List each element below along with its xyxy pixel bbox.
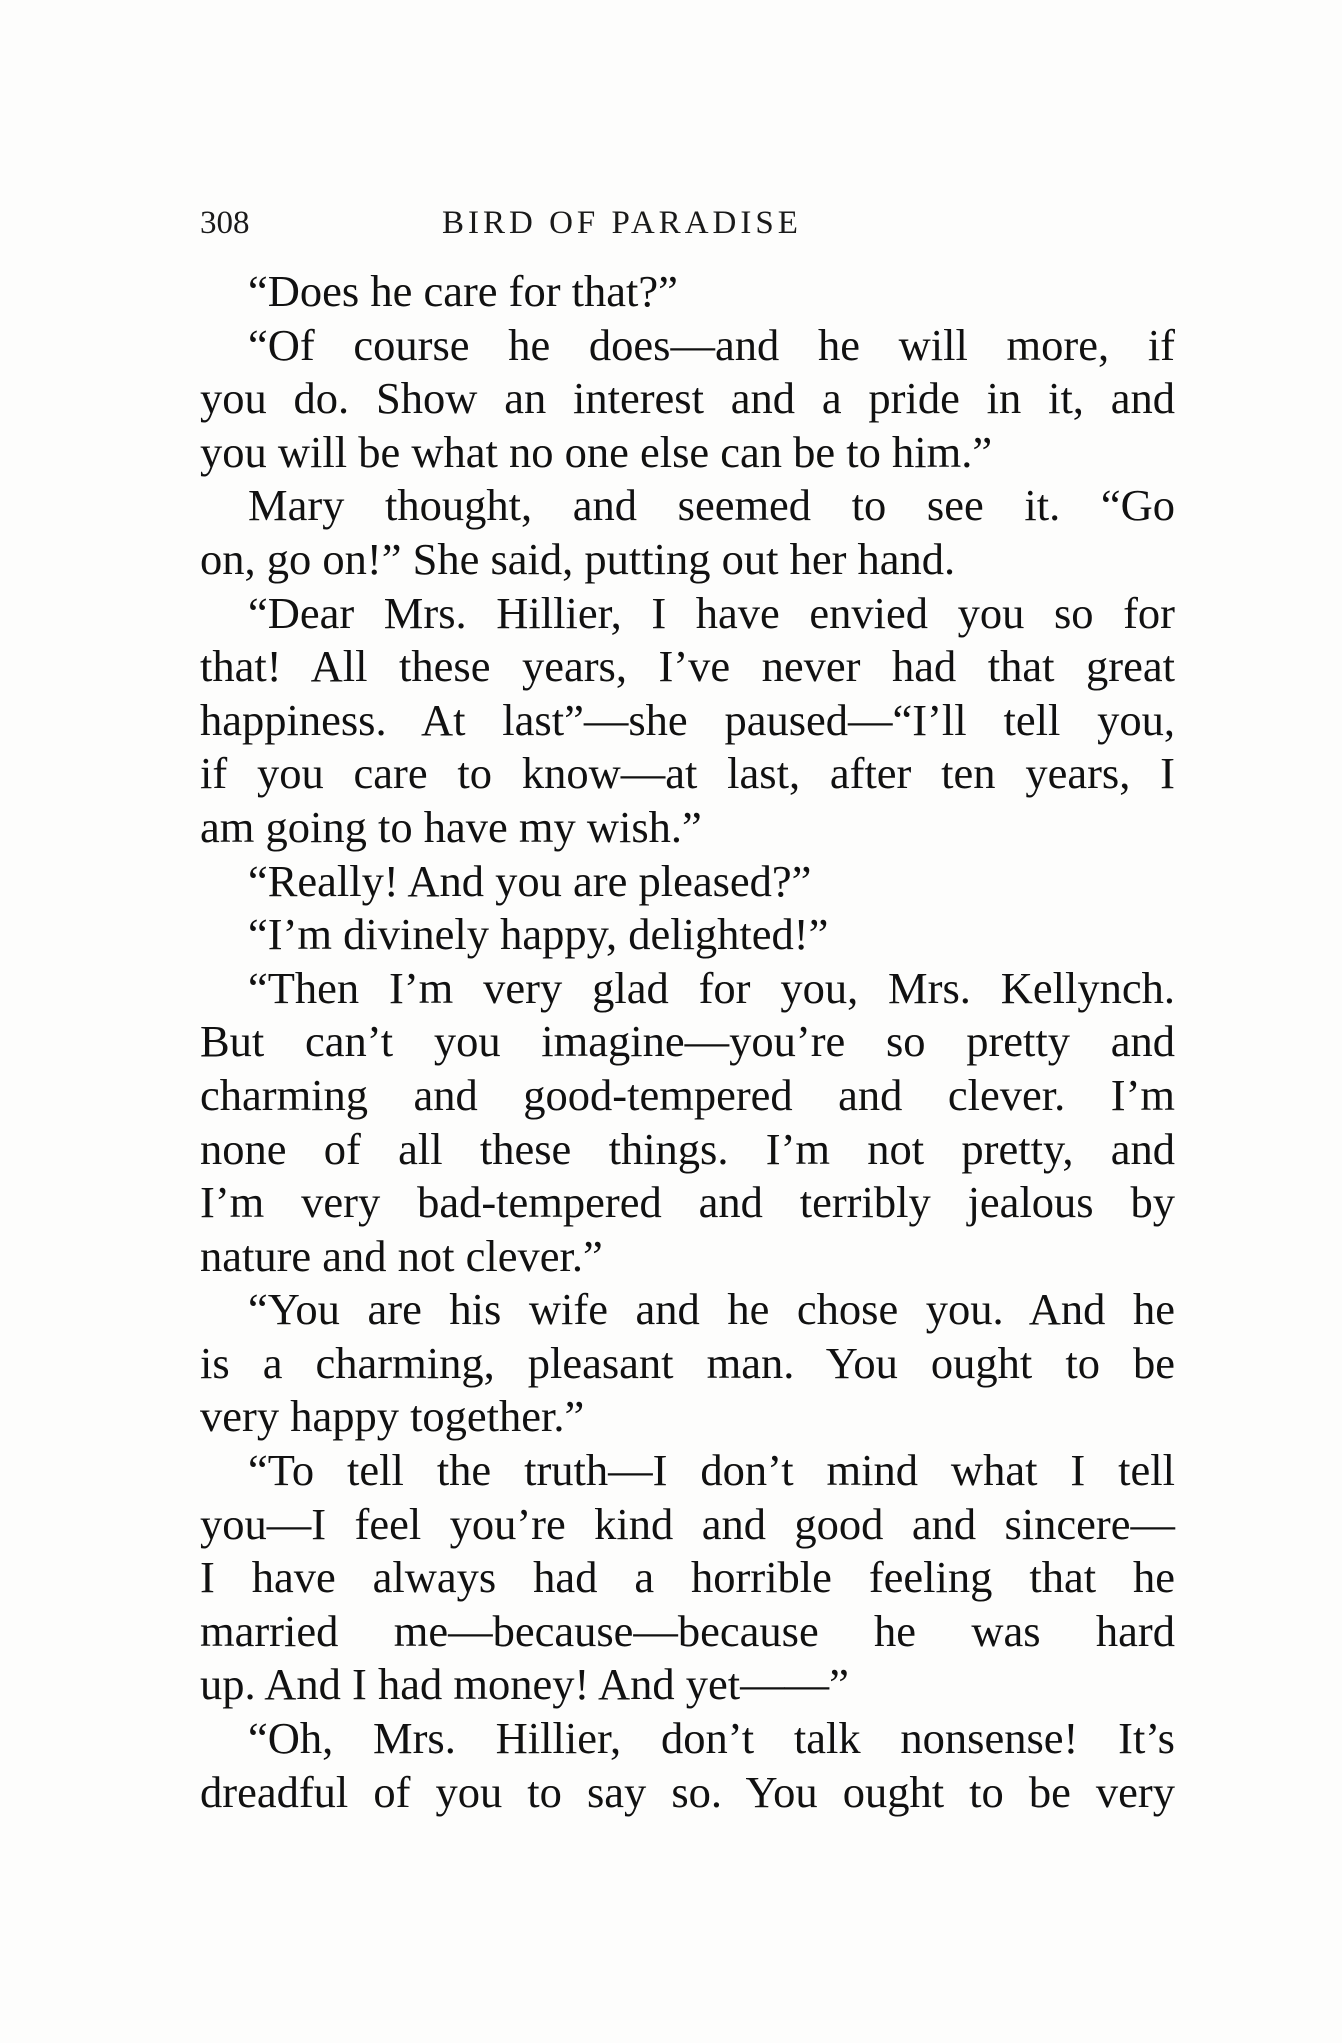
text-line: “Oh, Mrs. Hillier, don’t talk nonsense! It’s [248, 1713, 1175, 1764]
paragraph [200, 1283, 1175, 1444]
text-line: is a charming, pleasant man. You ought to be [200, 1337, 1175, 1388]
body-text [200, 265, 1175, 1819]
page-header [200, 205, 1180, 245]
text-line: “You are his wife and he chose you. And he [248, 1284, 1175, 1335]
text-line: “To tell the truth—I don’t mind what I tell [248, 1445, 1175, 1496]
text-line: married me—because—because he was hard [200, 1605, 1175, 1656]
text-line: very happy together.” [200, 1391, 585, 1442]
paragraph [200, 908, 1175, 962]
text-line: Mary thought, and seemed to see it. “Go [248, 480, 1175, 531]
paragraph [200, 1712, 1175, 1819]
text-line: you will be what no one else can be to him.” [200, 426, 993, 477]
paragraph [200, 587, 1175, 855]
text-line: “Then I’m very glad for you, Mrs. Kellynch. [248, 962, 1175, 1013]
text-line: I have always had a horrible feeling that he [200, 1552, 1175, 1603]
text-line: “Of course he does—and he will more, if [248, 319, 1175, 370]
text-line: you—I feel you’re kind and good and sincere— [200, 1498, 1175, 1549]
text-line: none of all these things. I’m not pretty, and [200, 1123, 1175, 1174]
paragraph [200, 319, 1175, 480]
text-line: “Does he care for that?” [248, 266, 678, 316]
text-line: I’m very bad-tempered and terribly jealous by [200, 1177, 1175, 1228]
text-line: happiness. At last”—she paused—“I’ll tell you, [200, 694, 1175, 745]
paragraph [200, 1444, 1175, 1712]
text-line: But can’t you imagine—you’re so pretty and [200, 1016, 1175, 1067]
text-line: up. And I had money! And yet——” [200, 1659, 849, 1710]
page-number: 308 [200, 205, 250, 241]
paragraph [200, 962, 1175, 1284]
paragraph [200, 479, 1175, 586]
text-line: on, go on!” She said, putting out her hand. [200, 533, 956, 584]
running-title: BIRD OF PARADISE [442, 205, 802, 241]
text-line: you do. Show an interest and a pride in it, and [200, 373, 1175, 424]
text-line: “Dear Mrs. Hillier, I have envied you so for [248, 587, 1175, 638]
text-line: that! All these years, I’ve never had that great [200, 641, 1175, 692]
paragraph [200, 855, 1175, 909]
paragraph [200, 265, 1175, 319]
text-line: dreadful of you to say so. You ought to be very [200, 1766, 1175, 1817]
text-line: charming and good-tempered and clever. I’m [200, 1069, 1175, 1120]
text-line: if you care to know—at last, after ten years, I [200, 748, 1175, 799]
text-line: am going to have my wish.” [200, 801, 702, 852]
text-line: “I’m divinely happy, delighted!” [248, 909, 829, 960]
text-line: “Really! And you are pleased?” [248, 855, 812, 906]
text-line: nature and not clever.” [200, 1230, 603, 1281]
